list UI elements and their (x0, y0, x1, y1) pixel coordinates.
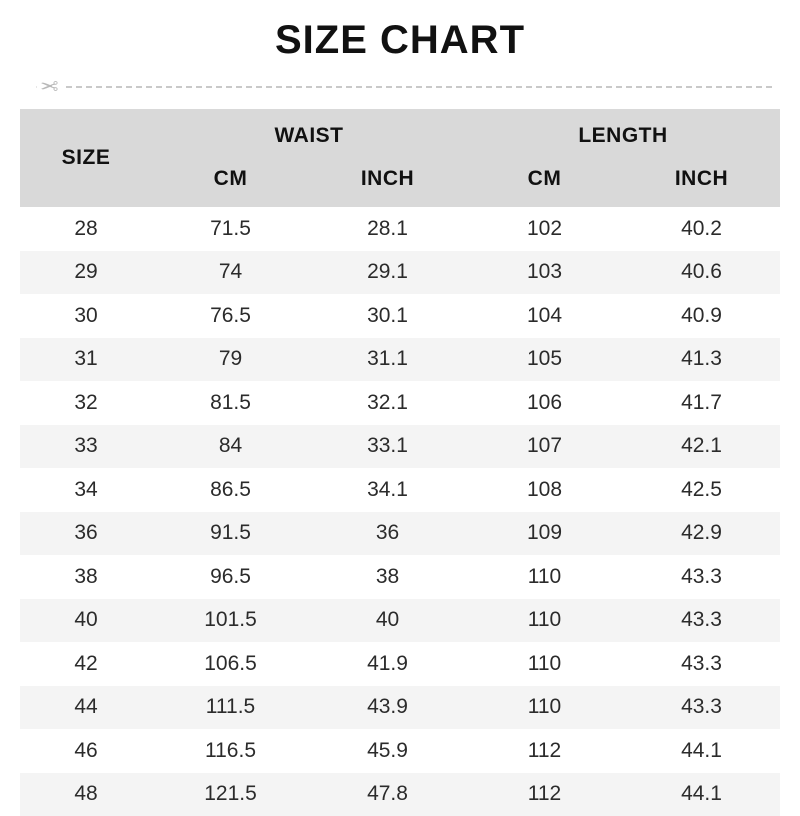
cell-length-inch: 42.1 (623, 425, 780, 469)
cell-waist-inch: 33.1 (309, 425, 466, 469)
cell-waist-inch: 32.1 (309, 381, 466, 425)
scissors-icon: ✂ (36, 73, 62, 101)
cell-length-inch: 43.3 (623, 599, 780, 643)
size-chart-table (20, 109, 780, 816)
cell-waist-inch: 30.1 (309, 294, 466, 338)
cell-size: 44 (20, 686, 152, 730)
table-row (20, 381, 780, 425)
table-header (20, 109, 780, 207)
table-row (20, 207, 780, 251)
cell-length-cm: 108 (466, 468, 623, 512)
cell-size: 29 (20, 251, 152, 295)
table-row (20, 251, 780, 295)
cell-waist-inch: 40 (309, 599, 466, 643)
cell-waist-cm: 86.5 (152, 468, 309, 512)
cell-length-cm: 105 (466, 338, 623, 382)
cell-waist-inch: 47.8 (309, 773, 466, 816)
cell-length-cm: 112 (466, 729, 623, 773)
cell-waist-inch: 38 (309, 555, 466, 599)
cell-waist-inch: 36 (309, 512, 466, 556)
cell-length-inch: 41.3 (623, 338, 780, 382)
cell-length-cm: 103 (466, 251, 623, 295)
cell-waist-cm: 106.5 (152, 642, 309, 686)
cell-length-inch: 43.3 (623, 642, 780, 686)
cell-waist-inch: 34.1 (309, 468, 466, 512)
cell-waist-cm: 96.5 (152, 555, 309, 599)
cell-length-cm: 102 (466, 207, 623, 251)
cell-waist-cm: 81.5 (152, 381, 309, 425)
cell-waist-cm: 74 (152, 251, 309, 295)
cell-size: 32 (20, 381, 152, 425)
cell-waist-cm: 116.5 (152, 729, 309, 773)
cell-waist-inch: 45.9 (309, 729, 466, 773)
cell-waist-inch: 28.1 (309, 207, 466, 251)
cell-waist-inch: 29.1 (309, 251, 466, 295)
cell-length-inch: 42.5 (623, 468, 780, 512)
table-row (20, 338, 780, 382)
table-row (20, 599, 780, 643)
cell-length-inch: 43.3 (623, 555, 780, 599)
cell-length-cm: 109 (466, 512, 623, 556)
cell-size: 36 (20, 512, 152, 556)
cell-size: 40 (20, 599, 152, 643)
cell-waist-inch: 31.1 (309, 338, 466, 382)
table-header-row-groups (20, 109, 780, 158)
cell-length-inch: 44.1 (623, 729, 780, 773)
cell-length-inch: 41.7 (623, 381, 780, 425)
cell-size: 48 (20, 773, 152, 816)
column-header-size: SIZE (20, 109, 152, 207)
table-body (20, 207, 780, 816)
cell-waist-cm: 84 (152, 425, 309, 469)
cell-length-cm: 112 (466, 773, 623, 816)
cell-size: 28 (20, 207, 152, 251)
cell-size: 42 (20, 642, 152, 686)
cell-length-inch: 42.9 (623, 512, 780, 556)
column-header-waist-inch: INCH (309, 158, 466, 207)
cell-length-inch: 40.6 (623, 251, 780, 295)
table-row (20, 642, 780, 686)
cell-size: 33 (20, 425, 152, 469)
cell-waist-cm: 76.5 (152, 294, 309, 338)
column-header-length-inch: INCH (623, 158, 780, 207)
cell-size: 34 (20, 468, 152, 512)
column-header-length-cm: CM (466, 158, 623, 207)
cell-length-cm: 110 (466, 599, 623, 643)
cell-waist-inch: 41.9 (309, 642, 466, 686)
cell-length-cm: 107 (466, 425, 623, 469)
cell-waist-cm: 71.5 (152, 207, 309, 251)
cell-waist-cm: 121.5 (152, 773, 309, 816)
cell-size: 30 (20, 294, 152, 338)
column-group-waist: WAIST (152, 109, 466, 158)
cell-length-cm: 106 (466, 381, 623, 425)
dashed-line (36, 86, 772, 88)
cell-length-inch: 43.3 (623, 686, 780, 730)
column-group-length: LENGTH (466, 109, 780, 158)
cell-length-inch: 44.1 (623, 773, 780, 816)
cell-waist-cm: 79 (152, 338, 309, 382)
page-title: SIZE CHART (0, 0, 800, 69)
table-row (20, 294, 780, 338)
cell-waist-cm: 111.5 (152, 686, 309, 730)
cell-size: 31 (20, 338, 152, 382)
cell-size: 46 (20, 729, 152, 773)
table-row (20, 773, 780, 816)
table-row (20, 468, 780, 512)
cell-length-cm: 110 (466, 686, 623, 730)
cell-length-inch: 40.9 (623, 294, 780, 338)
cell-waist-inch: 43.9 (309, 686, 466, 730)
cell-size: 38 (20, 555, 152, 599)
cell-waist-cm: 101.5 (152, 599, 309, 643)
table-row (20, 686, 780, 730)
table-row (20, 729, 780, 773)
table-row (20, 555, 780, 599)
cell-length-cm: 110 (466, 642, 623, 686)
cell-waist-cm: 91.5 (152, 512, 309, 556)
column-header-waist-cm: CM (152, 158, 309, 207)
table-row (20, 425, 780, 469)
table-row (20, 512, 780, 556)
cell-length-cm: 104 (466, 294, 623, 338)
cell-length-inch: 40.2 (623, 207, 780, 251)
cut-line (0, 73, 800, 101)
cell-length-cm: 110 (466, 555, 623, 599)
